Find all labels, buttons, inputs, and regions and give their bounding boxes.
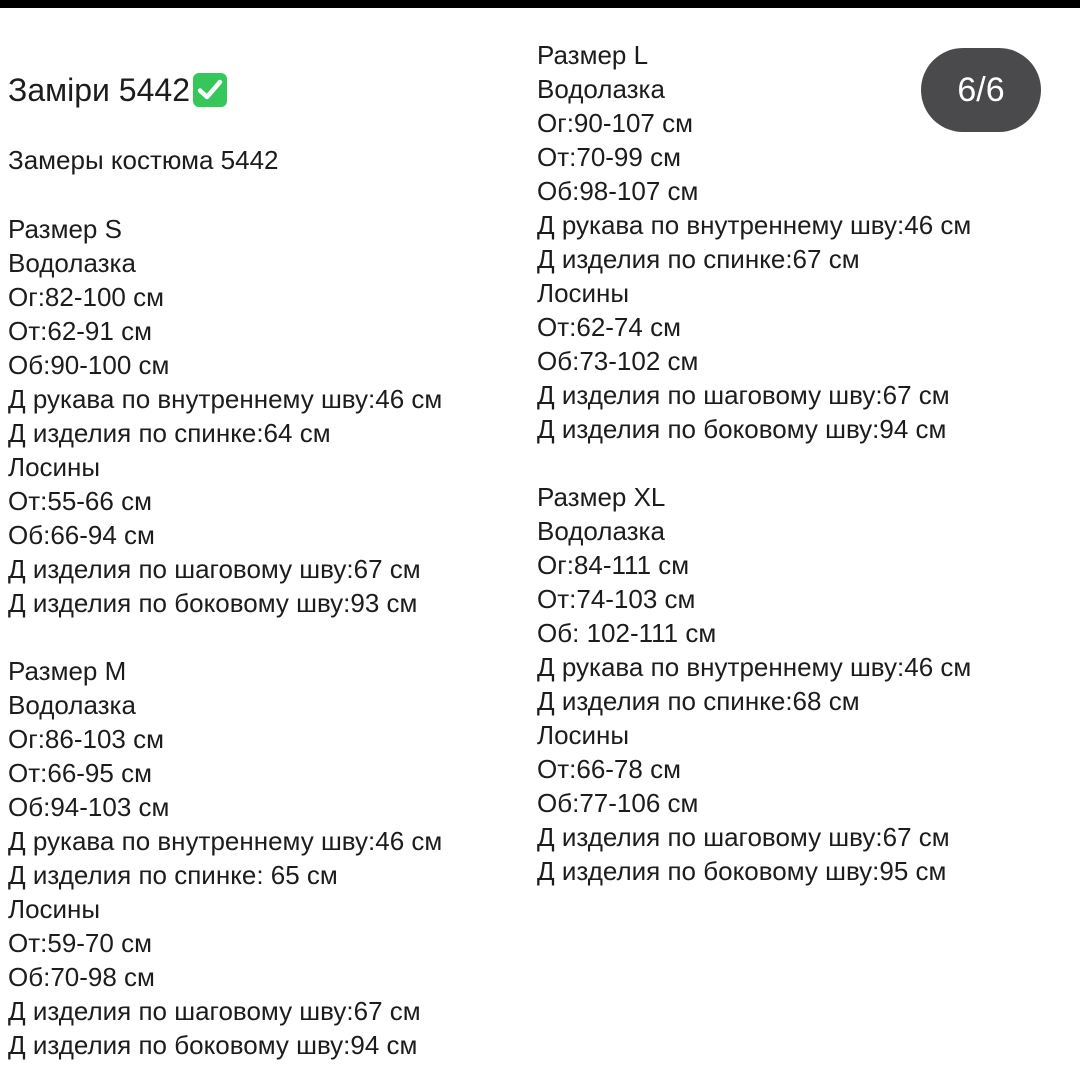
- size-line: Об:73-102 см: [537, 346, 699, 376]
- size-line: Д изделия по спинке:68 см: [537, 686, 860, 716]
- size-line: Водолазка: [8, 690, 136, 720]
- image-counter-badge: 6/6: [921, 48, 1041, 132]
- size-line: От:59-70 см: [8, 928, 152, 958]
- size-line: Д изделия по спинке:64 см: [8, 418, 331, 448]
- left-column: [8, 212, 442, 1062]
- size-line: От:74-103 см: [537, 584, 696, 614]
- size-line: Д изделия по шаговому шву:67 см: [8, 554, 421, 584]
- size-line: Водолазка: [537, 516, 665, 546]
- size-heading: Размер XL: [537, 482, 666, 512]
- size-line: Лосины: [8, 452, 101, 482]
- size-line: Д рукава по внутреннему шву:46 см: [8, 826, 443, 856]
- size-line: От:62-74 см: [537, 312, 681, 342]
- size-line: Об:70-98 см: [8, 962, 155, 992]
- size-line: Водолазка: [537, 74, 665, 104]
- top-bar: [0, 0, 1080, 8]
- size-line: Об: 102-111 см: [537, 618, 717, 648]
- block-spacer: [8, 620, 442, 654]
- size-line: От:66-78 см: [537, 754, 681, 784]
- size-line: Д изделия по шаговому шву:67 см: [537, 822, 950, 852]
- size-line: Д изделия по боковому шву:94 см: [537, 414, 947, 444]
- size-line: От:55-66 см: [8, 486, 152, 516]
- size-heading: Размер L: [537, 40, 649, 70]
- check-mark-button-icon: [192, 72, 228, 108]
- size-line: Д рукава по внутреннему шву:46 см: [537, 210, 972, 240]
- size-line: Об:66-94 см: [8, 520, 155, 550]
- size-line: Об:77-106 см: [537, 788, 699, 818]
- size-line: От:66-95 см: [8, 758, 152, 788]
- size-line: Д изделия по боковому шву:94 см: [8, 1030, 418, 1060]
- size-line: Д рукава по внутреннему шву:46 см: [537, 652, 972, 682]
- size-line: Водолазка: [8, 248, 136, 278]
- size-block-s: [8, 212, 442, 620]
- size-line: Д изделия по боковому шву:95 см: [537, 856, 947, 886]
- size-line: Ог:84-111 см: [537, 550, 690, 580]
- size-block-m: [8, 654, 442, 1062]
- size-line: Д рукава по внутреннему шву:46 см: [8, 384, 443, 414]
- right-column: [537, 38, 971, 888]
- size-line: Об:90-100 см: [8, 350, 170, 380]
- size-heading: Размер S: [8, 214, 122, 244]
- size-line: Д изделия по боковому шву:93 см: [8, 588, 418, 618]
- size-heading: Размер M: [8, 656, 127, 686]
- size-block-l: [537, 38, 971, 446]
- size-line: От:70-99 см: [537, 142, 681, 172]
- block-spacer: [537, 446, 971, 480]
- size-line: Д изделия по шаговому шву:67 см: [8, 996, 421, 1026]
- size-line: Лосины: [537, 278, 630, 308]
- size-line: Ог:86-103 см: [8, 724, 164, 754]
- size-line: Ог:82-100 см: [8, 282, 164, 312]
- size-block-xl: [537, 480, 971, 888]
- post-title: [8, 68, 228, 112]
- size-line: Лосины: [537, 720, 630, 750]
- size-line: Д изделия по спинке: 65 см: [8, 860, 338, 890]
- size-line: Д изделия по шаговому шву:67 см: [537, 380, 950, 410]
- size-line: Д изделия по спинке:67 см: [537, 244, 860, 274]
- post-subtitle: Замеры костюма 5442: [8, 145, 279, 175]
- post-title-text: Заміри 5442: [8, 72, 190, 108]
- size-line: От:62-91 см: [8, 316, 152, 346]
- size-line: Об:94-103 см: [8, 792, 170, 822]
- size-line: Лосины: [8, 894, 101, 924]
- size-line: Ог:90-107 см: [537, 108, 693, 138]
- size-line: Об:98-107 см: [537, 176, 699, 206]
